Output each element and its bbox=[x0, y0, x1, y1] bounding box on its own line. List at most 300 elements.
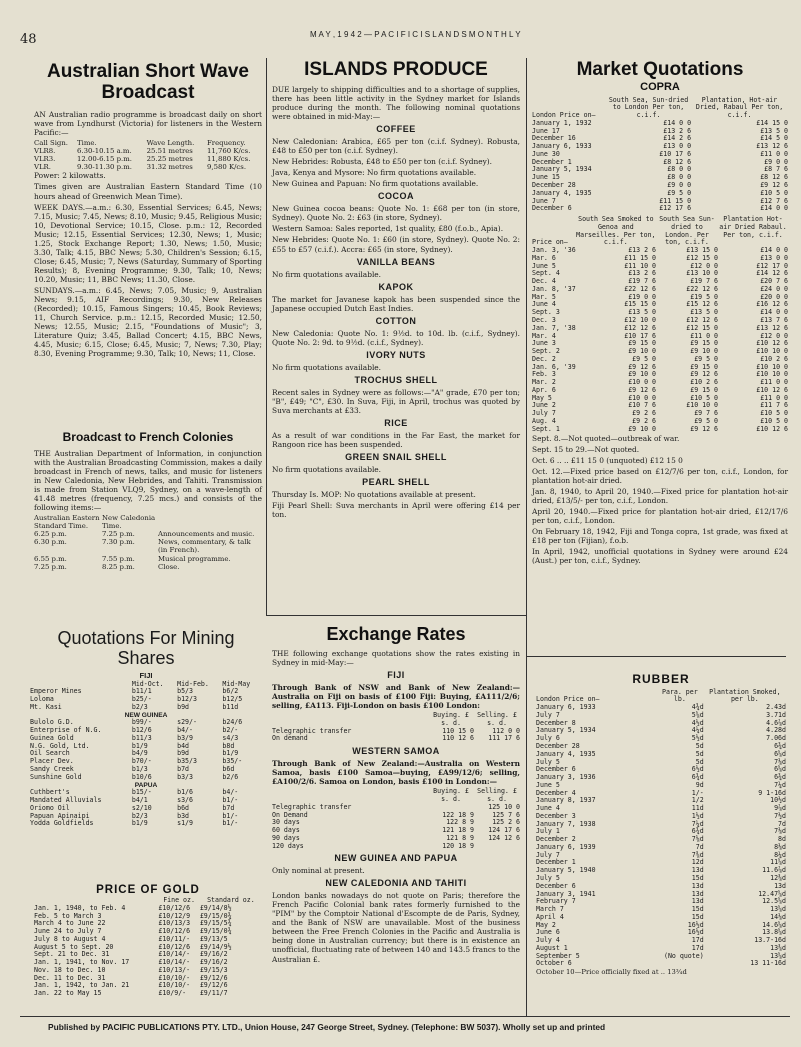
col-head: Plantation, Hot-air Dried, Rabaul Per ton, c.i.f. bbox=[695, 95, 784, 120]
mining-table bbox=[30, 681, 262, 829]
produce-heading: COTTON bbox=[375, 315, 417, 326]
table-row: July 8 to August 4 £10/11/- £9/13/5 bbox=[34, 934, 228, 943]
table-cell: 7½d bbox=[774, 811, 786, 820]
col-head: London Price on— bbox=[536, 695, 600, 704]
table-cell: 14⅛d bbox=[770, 912, 786, 921]
table-cell: Sept. 4 bbox=[532, 269, 560, 278]
table-cell: Apr. 6 bbox=[532, 385, 556, 394]
rubber-table bbox=[536, 689, 786, 969]
table-row bbox=[532, 120, 788, 128]
copra-notes bbox=[532, 434, 788, 565]
broadcast-table bbox=[34, 139, 262, 172]
table-cell: 13d bbox=[774, 881, 786, 890]
table-row: Jan. 22 to May 15 £10/9/- £9/11/7 bbox=[34, 989, 228, 998]
french-title: Broadcast to French Colonies bbox=[62, 430, 234, 444]
table-cell: £13 12 6 bbox=[756, 323, 788, 332]
table-row: Jan. 1, 1942, to Jan. 21 £10/10/- £9/12/6 bbox=[34, 981, 228, 990]
table-cell: 15d bbox=[691, 905, 704, 914]
table-cell: January 4, 1935 bbox=[536, 749, 596, 758]
table-cell: £14 0 0 bbox=[760, 204, 788, 213]
table-cell: 6⅝d bbox=[774, 765, 786, 774]
ncal-heading: NEW CALEDONIA AND TAHITI bbox=[325, 878, 467, 889]
produce-heading: TROCHUS SHELL bbox=[354, 374, 438, 385]
table-cell: 7⅛d bbox=[774, 757, 786, 766]
table-row: 7.25 p.m. 8.25 p.m. Close. bbox=[34, 562, 180, 571]
table-row bbox=[532, 255, 788, 263]
table-cell: 7⅜d bbox=[691, 850, 704, 859]
produce-sections bbox=[272, 124, 520, 518]
table-row: Bulolo G.D. b99/- s29/- b24/6 bbox=[30, 718, 243, 727]
table-cell: 9⅞d bbox=[774, 804, 786, 813]
table-cell: August 1 bbox=[536, 943, 568, 952]
table-cell: February 7 bbox=[536, 897, 576, 906]
table-cell: £9 5 0 bbox=[632, 354, 656, 363]
table-row bbox=[532, 270, 788, 278]
produce-paragraph: No firm quotations available. bbox=[272, 269, 382, 279]
table-cell: £14 15 0 bbox=[756, 118, 788, 127]
table-cell: £11 10 0 bbox=[624, 261, 656, 270]
table-cell: £13 2 6 bbox=[663, 126, 692, 135]
produce-paragraph: Recent sales in Sydney were as follows:—"A" grade, £70 per ton; "B", £49; "C", £30. In Suva, Fiji, in April, trochus was quoted by Suva merchants at £33. bbox=[272, 387, 520, 415]
table-row: 30 days 122 8 9 125 2 6 bbox=[272, 818, 520, 827]
table-cell: 1/2 bbox=[691, 796, 704, 805]
table-cell: June 15 bbox=[532, 173, 560, 182]
table-cell: £13 15 0 bbox=[686, 246, 719, 255]
col-head: Time. bbox=[77, 138, 97, 147]
table-cell: December 6 bbox=[536, 765, 576, 774]
table-cell: July 4 bbox=[536, 936, 560, 945]
table-row bbox=[536, 774, 786, 782]
table-row bbox=[536, 844, 786, 852]
table-cell: 2.43d bbox=[766, 703, 786, 712]
table-cell: £13 2 6 bbox=[628, 246, 656, 255]
table-row: Telegraphic transfer 125 10 0 bbox=[272, 802, 520, 811]
table-row bbox=[532, 348, 788, 356]
table-cell: 11⅝d bbox=[770, 858, 786, 867]
table-cell: 15d bbox=[691, 912, 704, 921]
samoa-heading: WESTERN SAMOA bbox=[352, 746, 440, 757]
copra-note: In April, 1942, unofficial quotations in Sydney were around £24 (Aust.) per ton, c.i.f., Sydney. bbox=[532, 546, 788, 565]
table-cell: 4.28d bbox=[766, 726, 786, 735]
page-number: 48 bbox=[20, 32, 37, 47]
table-cell: 14.6⅝d bbox=[762, 920, 786, 929]
table-cell: £14 2 6 bbox=[663, 134, 692, 143]
table-cell: £11 0 0 bbox=[760, 149, 788, 158]
table-cell: £8 12 6 bbox=[760, 173, 788, 182]
table-cell: June 6 bbox=[536, 928, 560, 937]
table-cell: Mar. 2 bbox=[532, 378, 556, 387]
table-cell: Feb. 3 bbox=[532, 370, 556, 379]
table-row bbox=[536, 922, 786, 930]
col-head: South Sea, Sun-dried to London Per ton, c.i.f. bbox=[608, 95, 689, 120]
table-cell: 13.8⅝d bbox=[762, 928, 786, 937]
produce-heading: VANILLA BEANS bbox=[356, 256, 436, 267]
table-row: Placer Dev. b70/- b35/3 b35/- bbox=[30, 757, 243, 766]
gold-table bbox=[34, 897, 262, 998]
table-row: Papuan Apinaipi b2/3 b3d b1/- bbox=[30, 811, 239, 820]
table-cell: 6¾d bbox=[691, 827, 704, 836]
table-cell: £9 2 6 bbox=[632, 409, 656, 418]
table-row bbox=[532, 379, 788, 387]
col-head: Price on— bbox=[532, 238, 568, 247]
table-row bbox=[532, 418, 788, 426]
table-row: Sunshine Gold b10/6 b3/3 b2/6 bbox=[30, 772, 239, 781]
table-cell: 10½d bbox=[770, 796, 786, 805]
table-cell: £12 7 6 bbox=[760, 196, 788, 205]
table-cell: June 17 bbox=[532, 126, 560, 135]
table-cell: December 6 bbox=[536, 881, 576, 890]
table-cell: December 3 bbox=[536, 811, 576, 820]
table-cell: July 5 bbox=[536, 757, 560, 766]
copra-heading: COPRA bbox=[640, 81, 680, 94]
produce-intro: DUE largely to shipping difficulties and to a shortage of supplies, there has been little activity in the Sydney market for Islands produce during the month. The following nominal quotations were obtained in mid-May:— bbox=[272, 85, 520, 122]
table-row: On Demand 122 18 9 125 7 6 bbox=[272, 810, 520, 819]
table-cell: £20 0 0 bbox=[760, 292, 788, 301]
table-cell: £8 12 6 bbox=[663, 157, 692, 166]
table-cell: £9 10 0 bbox=[690, 347, 719, 356]
produce-heading: COFFEE bbox=[376, 124, 416, 135]
table-row bbox=[532, 263, 788, 271]
table-cell: £24 0 0 bbox=[760, 284, 788, 293]
table-cell: December 8 bbox=[536, 718, 576, 727]
french-section bbox=[34, 430, 262, 571]
ncal-paragraph: London banks nowadays do not quote on Paris; therefore the French Pacific Colonial bank rates formerly furnished to the "PIM" by the Comptoir National d'Escompte de de Paris, Sydney, and the Bank of NSW are unavailable. Most of the business between the Free French Colonies in the Pacific and Australia is being done in Australian currency; but there is in existence an unofficial, fluctuating rate of between 140 and 143.5 francs to the Australian £. bbox=[272, 891, 520, 964]
table-cell: July 5 bbox=[536, 874, 560, 882]
table-row bbox=[536, 898, 786, 906]
table-cell: January 5, 1934 bbox=[536, 726, 596, 735]
table-cell: March 7 bbox=[536, 905, 564, 914]
table-cell: £9 12 6 bbox=[690, 370, 719, 379]
col-head: Frequency. bbox=[207, 138, 246, 147]
table-row bbox=[536, 937, 786, 945]
table-cell: July 1 bbox=[536, 827, 560, 836]
table-cell: £9 5 0 bbox=[694, 416, 719, 425]
table-cell: £13 2 6 bbox=[628, 269, 656, 278]
table-cell: 1½d bbox=[691, 811, 704, 820]
table-cell: £9 15 0 bbox=[628, 339, 656, 348]
table-cell: £9 12 6 bbox=[760, 181, 788, 189]
table-cell: £11 7 6 bbox=[760, 401, 788, 410]
table-cell: 9 1-16d bbox=[758, 788, 786, 797]
table-cell: £9 7 6 bbox=[694, 409, 719, 418]
table-cell: £11 0 0 bbox=[690, 331, 719, 340]
table-cell: 8d bbox=[778, 835, 786, 844]
table-row bbox=[532, 286, 788, 294]
table-cell: £10 5 0 bbox=[690, 393, 719, 402]
papua-heading: PAPUA bbox=[134, 781, 158, 789]
table-cell: Dec. 2 bbox=[532, 354, 556, 363]
table-cell: (No quote) bbox=[663, 951, 704, 960]
table-cell: £10 5 0 bbox=[760, 416, 788, 425]
col-head: Mid-Feb. bbox=[177, 679, 209, 688]
produce-paragraph: New Guinea and Papuan: No firm quotations available. bbox=[272, 179, 479, 189]
table-cell: £10 17 6 bbox=[659, 149, 692, 158]
table-row bbox=[536, 914, 786, 922]
table-cell: £9 12 6 bbox=[628, 362, 656, 371]
rubber-final-note: October 10—Price officially fixed at .. 13¾d bbox=[536, 968, 687, 977]
table-cell: 3.71d bbox=[766, 710, 786, 719]
table-cell: £13 0 0 bbox=[760, 253, 788, 262]
table-cell: £12 12 6 bbox=[686, 316, 719, 325]
table-cell: January 6, 1933 bbox=[536, 703, 596, 712]
table-row: Telegraphic transfer 110 15 0 112 0 0 bbox=[272, 726, 520, 735]
col-head: Mid-Oct. bbox=[131, 679, 164, 688]
table-cell: July 7 bbox=[536, 710, 560, 719]
table-cell: £9 0 0 bbox=[667, 181, 692, 189]
table-cell: 13d bbox=[691, 897, 704, 906]
gold-title: PRICE OF GOLD bbox=[96, 884, 200, 896]
table-cell: £16 12 6 bbox=[756, 300, 788, 309]
copra-note: April 20, 1940.—Fixed price for plantation hot-air dried, £12/17/6 per ton, c.i.f., London. bbox=[532, 506, 788, 525]
col-head: Call Sign. bbox=[34, 138, 68, 147]
table-row bbox=[536, 797, 786, 805]
table-cell: 16½d bbox=[687, 920, 704, 929]
table-cell: £15 15 0 bbox=[624, 300, 656, 309]
produce-heading: KAPOK bbox=[378, 281, 414, 292]
table-row: 6.25 p.m. 7.25 p.m. Announcements and music. bbox=[34, 530, 255, 539]
table-cell: July 7 bbox=[536, 850, 560, 859]
col-head: Buying. £ s. d. bbox=[433, 711, 469, 727]
table-cell: £12 17 6 bbox=[659, 204, 692, 213]
col-head: Mid-May bbox=[222, 679, 251, 688]
table-row bbox=[532, 309, 788, 317]
col-head: New Caledonia Time. bbox=[102, 513, 156, 530]
table-cell: £10 0 0 bbox=[628, 378, 656, 387]
copra-note: Sept. 15 to 29.—Not quoted. bbox=[532, 444, 640, 454]
copra-note: On February 18, 1942, Fiji and Tonga copra, 1st grade, was fixed at £18 per ton (Fijian), f.o.b. bbox=[532, 526, 788, 545]
table-cell: £10 10 0 bbox=[756, 362, 788, 371]
table-cell: Mar. 6 bbox=[532, 253, 556, 262]
table-row bbox=[532, 364, 788, 372]
table-cell: £10 7 6 bbox=[628, 401, 656, 410]
table-row: 6.30 p.m. 7.30 p.m. News, commentary, & talk (in French). bbox=[34, 538, 251, 555]
col-head: Fine oz. bbox=[163, 896, 195, 905]
table-row bbox=[532, 333, 788, 341]
table-cell: Dec. 3 bbox=[532, 316, 556, 325]
produce-paragraph: No firm quotations available. bbox=[272, 362, 382, 372]
produce-paragraph: New Caledonian: Arabica, £65 per ton (c.i.f. Sydney). Robusta, £48 to £50 per ton (c.i.f. Sydney). bbox=[272, 137, 520, 156]
table-row: Yodda Goldfields b1/9 s1/9 b1/- bbox=[30, 819, 239, 828]
table-cell: £10 12 6 bbox=[756, 385, 788, 394]
table-cell: 11d bbox=[691, 804, 704, 813]
table-cell: 4½d bbox=[691, 718, 704, 727]
table-cell: 7.06d bbox=[766, 734, 786, 743]
table-cell: June 5 bbox=[532, 261, 556, 270]
table-cell: 6⅝d bbox=[774, 749, 786, 758]
table-cell: July 7 bbox=[532, 409, 556, 418]
table-cell: Jan. 7, '38 bbox=[532, 323, 576, 332]
table-cell: £11 15 0 bbox=[659, 196, 692, 205]
table-cell: 5d bbox=[695, 757, 704, 766]
table-cell: January 1, 1932 bbox=[532, 118, 592, 127]
rubber-section bbox=[536, 672, 786, 976]
table-cell: £8 0 0 bbox=[667, 165, 692, 174]
table-cell: 12⅜d bbox=[770, 874, 786, 882]
sundays-schedule: SUNDAYS.—a.m.: 6.45, News; 7.05, Music; 9, Australian News; 9.15, AIF Recordings; 9.30, New Releases (Recorded); 10.15, Famous Singers; 10.45, Book Reviews; 11, Church Service. p.m.: 12.15, Recorded Music; 12.50, News; 12.55, Music; 2.15, "Foundations of Music"; 3, Literature Quiz; 3.45, Ballad Concert; 4.15, BBC News, 4.45, Music; 6.15, Close; 6.45, Music; 7, News; 7.30, Play; 8.30, Evening Programme; 9.30, Talk; 10, News; 11, Close. bbox=[34, 285, 262, 359]
table-row: Jan. 1, 1940, to Feb. 4 £10/12/6 £9/14/8½ bbox=[34, 903, 232, 912]
fiji-paragraph: Through Bank of NSW and Bank of New Zealand:—Australia on Fiji on basis of £100 Fiji: Buying, £A111/2/6; selling, £A113. Fiji-London on basis £100 London: bbox=[272, 682, 520, 711]
table-cell: January 6, 1939 bbox=[536, 842, 596, 851]
market-section bbox=[532, 58, 788, 567]
french-intro: THE Australian Department of Information, in conjunction with the Australian Broadcasting Commission, makes a daily broadcast in French of news, talks, and music for listeners in New Caledonia, New Hebrides, and Tahiti. Transmission is made from Station VLQ9, Sydney, on a wave-length of 41.48 metres (frequency, 7.25 mcs.) and consists of the following items:— bbox=[34, 448, 262, 512]
exchange-title: Exchange Rates bbox=[326, 624, 466, 644]
table-cell: 13d bbox=[691, 881, 704, 890]
table-cell: December 28 bbox=[532, 181, 576, 189]
produce-paragraph: No firm quotations available. bbox=[272, 464, 382, 474]
table-cell: May 2 bbox=[536, 920, 556, 929]
table-row bbox=[532, 410, 788, 418]
table-cell: £13 10 0 bbox=[686, 269, 719, 278]
table-cell: 4¼d bbox=[691, 726, 704, 735]
table-cell: £22 12 6 bbox=[686, 284, 719, 293]
table-cell: Jan. 6, '39 bbox=[532, 362, 576, 371]
table-row bbox=[532, 387, 788, 395]
table-cell: £10 12 6 bbox=[756, 339, 788, 348]
table-cell: £13 12 6 bbox=[756, 142, 788, 151]
table-row: Dec. 11 to Dec. 31 £10/10/- £9/12/6 bbox=[34, 973, 228, 982]
table-cell: £10 2 6 bbox=[690, 378, 719, 387]
table-row bbox=[532, 426, 788, 434]
produce-paragraph: Thursday Is. MOP: No quotations available at present. bbox=[272, 489, 476, 499]
table-cell: January 8, 1937 bbox=[536, 796, 596, 805]
table-cell: 6½d bbox=[691, 765, 704, 774]
table-row: Oil Search b4/9 b9d b1/9 bbox=[30, 749, 239, 758]
table-cell: £22 12 6 bbox=[624, 284, 656, 293]
table-cell: 7d bbox=[778, 819, 786, 828]
table-cell: £14 0 0 bbox=[760, 308, 788, 317]
table-cell: 6¾d bbox=[774, 773, 786, 782]
table-row: Emperor Mines b11/1 b5/3 b6/2 bbox=[30, 687, 239, 696]
table-row: VLR8. 6.30-10.15 a.m. 25.51 metres 11,760 K/cs. bbox=[34, 147, 251, 156]
table-cell: £19 0 0 bbox=[628, 292, 656, 301]
table-cell: 7⅛d bbox=[774, 827, 786, 836]
table-cell: £8 7 6 bbox=[764, 165, 788, 174]
table-row bbox=[532, 247, 788, 255]
table-cell: £12 0 0 bbox=[760, 331, 788, 340]
table-row bbox=[536, 929, 786, 937]
table-cell: £10 12 6 bbox=[756, 424, 788, 433]
table-row: Sept. 21 to Dec. 31 £10/14/- £9/16/2 bbox=[34, 950, 228, 959]
table-row bbox=[532, 371, 788, 379]
table-cell: £10 5 0 bbox=[760, 188, 788, 197]
table-cell: £9 10 0 bbox=[628, 424, 656, 433]
table-cell: £10 10 0 bbox=[756, 370, 788, 379]
table-cell: £11 15 0 bbox=[624, 253, 656, 262]
table-cell: December 1 bbox=[532, 157, 572, 166]
table-cell: January 5, 1940 bbox=[536, 866, 596, 875]
table-cell: January 6, 1933 bbox=[532, 142, 592, 151]
table-cell: Sept. 1 bbox=[532, 424, 560, 433]
running-title: M A Y , 1 9 4 2 — P A C I F I C I S L A N D S M O N T H L Y bbox=[310, 30, 521, 39]
table-cell: £10 5 0 bbox=[760, 409, 788, 418]
table-row bbox=[532, 325, 788, 333]
col-head: Standard oz. bbox=[207, 896, 255, 905]
table-cell: £9 2 6 bbox=[632, 416, 656, 425]
table-row: Mt. Kasi b2/3 b9d b11d bbox=[30, 702, 239, 711]
produce-title: ISLANDS PRODUCE bbox=[304, 59, 488, 80]
table-row: 6.55 p.m. 7.55 p.m. Musical programme. bbox=[34, 554, 231, 563]
col-head: Australian Eastern Standard Time. bbox=[34, 513, 100, 530]
table-row bbox=[532, 301, 788, 309]
table-cell: £13 5 0 bbox=[760, 126, 788, 135]
col-head: Buying. £ s. d. bbox=[433, 787, 469, 803]
table-cell: 13d bbox=[691, 889, 704, 898]
mining-section bbox=[30, 628, 262, 828]
table-cell: June 4 bbox=[532, 300, 556, 309]
table-row: On demand 110 12 6 111 17 6 bbox=[272, 734, 520, 743]
power-note: Power: 2 kilowatts. bbox=[34, 171, 106, 181]
table-cell: May 5 bbox=[532, 393, 552, 402]
table-cell: £9 15 0 bbox=[690, 339, 719, 348]
table-cell: £9 0 0 bbox=[764, 157, 788, 166]
market-title: Market Quotations bbox=[576, 59, 744, 80]
col-head: Selling. £ s. d. bbox=[477, 787, 517, 803]
table-cell: £14 12 6 bbox=[756, 269, 788, 278]
table-cell: 7¼d bbox=[691, 819, 704, 828]
table-cell: June 7 bbox=[532, 196, 556, 205]
table-row bbox=[536, 906, 786, 914]
week-days-schedule: WEEK DAYS.—a.m.: 6.30, Essential Services; 6.45, News; 7.15, Music; 7.45, News; 8.10, Music; 9.45, Religious Music; 10, Devotional Service; 10.15, Close. p.m.: 12, Recorded Music; 12.15, Essential Services; 12.30, News; 1, Music; 1.25, Stock Exchange Report; 1.30, News; 1.50, Music; 3.30, Talk; 4.15, BBC News; 5.30, Children's Session; 6.15, Close; 6.45, Music; 7, News (Saturday, Summary of Sporting Results); 8, Evening Programme; 9.30, Talk; 10, News; 10.20, Music; 11, BBC News; 11.30, Close. bbox=[34, 202, 262, 284]
produce-section bbox=[272, 58, 520, 521]
table-cell: 7d bbox=[695, 842, 704, 851]
broadcast-section bbox=[34, 62, 262, 360]
table-cell: £10 2 6 bbox=[760, 354, 788, 363]
table-cell: £13 5 0 bbox=[628, 308, 656, 317]
table-cell: January 7, 1938 bbox=[536, 819, 596, 828]
table-cell: 7¼d bbox=[774, 780, 786, 789]
broadcast-intro: AN Australian radio programme is broadcast daily on short wave from Lyndhurst (Victoria) for listeners in the Western Pacific:— bbox=[34, 109, 262, 137]
fiji-heading: FIJI bbox=[139, 671, 153, 681]
table-row: Sandy Creek b1/3 b7d b6d bbox=[30, 764, 235, 773]
table-cell: July 6 bbox=[536, 734, 560, 743]
table-cell: 11.6⅞d bbox=[762, 866, 786, 875]
table-cell: £11 0 0 bbox=[760, 378, 788, 387]
copra-table-2 bbox=[532, 216, 788, 433]
table-cell: December 1 bbox=[536, 858, 576, 867]
table-cell: 8¼d bbox=[774, 850, 786, 859]
table-cell: 13.7-16d bbox=[754, 936, 786, 945]
table-cell: June 4 bbox=[536, 804, 560, 813]
table-cell: £19 5 0 bbox=[690, 292, 719, 301]
table-cell: 8⅛d bbox=[774, 842, 786, 851]
table-cell: £8 0 0 bbox=[667, 173, 692, 182]
table-row bbox=[532, 294, 788, 302]
table-cell: January 3, 1941 bbox=[536, 889, 596, 898]
table-cell: January 4, 1935 bbox=[532, 188, 592, 197]
gold-section bbox=[34, 883, 262, 998]
table-cell: £19 7 6 bbox=[690, 277, 719, 286]
table-cell: £11 0 0 bbox=[760, 393, 788, 402]
table-cell: £12 15 0 bbox=[686, 253, 719, 262]
table-cell: 17d bbox=[691, 943, 704, 952]
table-row bbox=[536, 867, 786, 875]
table-row: Guinea Gold b11/3 b3/9 s4/3 bbox=[30, 733, 239, 742]
col-head: Para. per lb. bbox=[661, 687, 698, 704]
col-head: Wave Length. bbox=[146, 138, 195, 147]
table-cell: December 16 bbox=[532, 134, 576, 143]
table-cell: £9 10 0 bbox=[628, 347, 656, 356]
table-row: Feb. 5 to March 3 £10/12/9 £9/15/0¾ bbox=[34, 911, 232, 920]
table-row: Jan. 1, 1941, to Nov. 17 £10/14/- £9/16/2 bbox=[34, 958, 228, 967]
table-row: 90 days 121 8 9 124 12 6 bbox=[272, 833, 520, 842]
mining-title: Quotations For Mining Shares bbox=[57, 628, 235, 669]
produce-heading: COCOA bbox=[378, 191, 414, 202]
table-cell: Sept. 2 bbox=[532, 347, 560, 356]
table-cell: 13⅜d bbox=[770, 943, 786, 952]
table-row: VLR. 9.30-11.30 p.m. 31.32 metres 9,580 K/cs. bbox=[34, 163, 247, 172]
table-cell: 6¾d bbox=[691, 773, 704, 782]
table-cell: £10 10 0 bbox=[686, 401, 719, 410]
